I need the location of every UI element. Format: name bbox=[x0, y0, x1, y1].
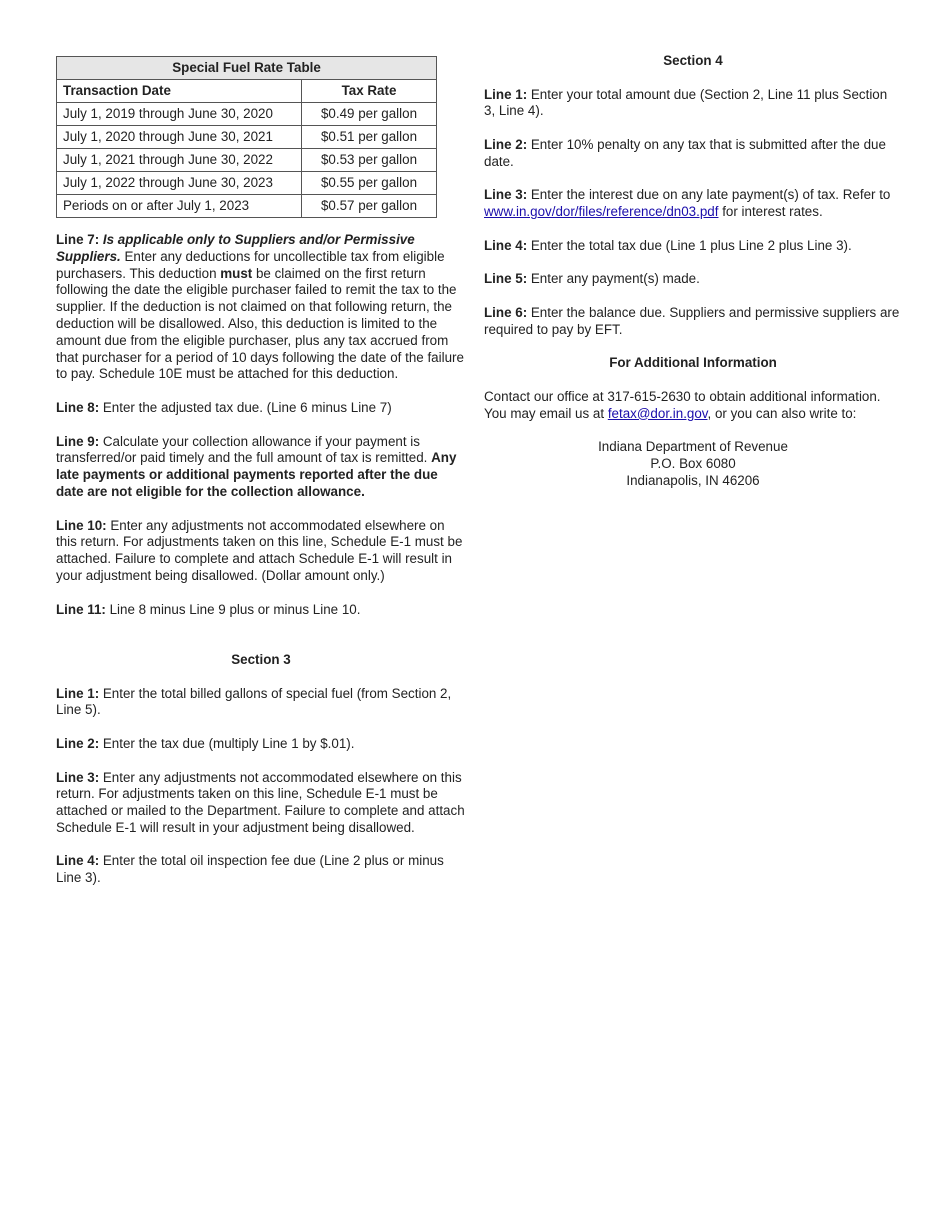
line-label: Line 7: bbox=[56, 232, 100, 247]
transaction-date-cell: July 1, 2021 through June 30, 2022 bbox=[57, 149, 302, 172]
section4-line3-paragraph bbox=[484, 187, 902, 221]
tax-rate-cell: $0.57 per gallon bbox=[302, 195, 437, 218]
line-label: Line 6: bbox=[484, 304, 528, 320]
additional-info-heading: For Additional Information bbox=[609, 355, 777, 371]
spacer bbox=[56, 635, 466, 652]
mailing-address-box: P.O. Box 6080 bbox=[650, 456, 736, 472]
table-title: Special Fuel Rate Table bbox=[57, 57, 437, 80]
line7-text-2: be claimed on the first return following the date the eligible purchaser failed to remit the tax to the supplier. If the deduction is not claimed on that following return, the deduction will be disallowed. Also, this deduction is limited to the amount due from the eligible purchaser, plus any tax accrued from that purchaser for a period of 10 days following the date of the failure to pay. Schedule 10E must be attached for this deduction. bbox=[56, 265, 464, 382]
tax-rate-cell: $0.49 per gallon bbox=[302, 103, 437, 126]
line-label: Line 2: bbox=[484, 136, 528, 152]
column-header-tax-rate: Tax Rate bbox=[302, 80, 437, 103]
line-label: Line 11: bbox=[56, 601, 106, 617]
transaction-date-cell: Periods on or after July 1, 2023 bbox=[57, 195, 302, 218]
contact-text-1: Contact our office at 317-615-2630 to obtain additional information. You may email us at bbox=[484, 388, 881, 421]
section4-line6-paragraph bbox=[484, 305, 902, 339]
section3-line3-paragraph bbox=[56, 770, 466, 837]
transaction-date-cell: July 1, 2020 through June 30, 2021 bbox=[57, 126, 302, 149]
column-header-transaction-date: Transaction Date bbox=[57, 80, 302, 103]
line-label: Line 4: bbox=[56, 853, 100, 869]
line-label: Line 2: bbox=[56, 735, 100, 751]
section4-line6-text: Enter the balance due. Suppliers and permissive suppliers are required to pay by EFT. bbox=[484, 304, 900, 337]
line11-paragraph bbox=[56, 602, 466, 619]
line-label: Line 1: bbox=[56, 685, 100, 701]
line-label: Line 8: bbox=[56, 399, 100, 415]
section4-line5-text: Enter any payment(s) made. bbox=[527, 271, 700, 287]
interest-rates-link[interactable]: www.in.gov/dor/files/reference/dn03.pdf bbox=[484, 204, 719, 220]
section4-line3-after: for interest rates. bbox=[718, 204, 823, 220]
line7-paragraph bbox=[56, 232, 466, 383]
line10-paragraph bbox=[56, 518, 466, 585]
section4-line5-paragraph bbox=[484, 271, 902, 288]
line7-emphasis: must bbox=[220, 265, 253, 281]
line11-text: Line 8 minus Line 9 plus or minus Line 10. bbox=[105, 601, 361, 617]
line-label: Line 5: bbox=[484, 271, 528, 287]
tax-rate-cell: $0.55 per gallon bbox=[302, 172, 437, 195]
line8-paragraph bbox=[56, 400, 466, 417]
section3-line1-paragraph bbox=[56, 686, 466, 720]
left-column bbox=[56, 56, 466, 904]
line-label: Line 10: bbox=[56, 517, 107, 533]
section4-line1-paragraph bbox=[484, 87, 902, 121]
table-row bbox=[57, 195, 437, 218]
section3-line1-text: Enter the total billed gallons of special fuel (from Section 2, Line 5). bbox=[56, 685, 452, 718]
line-label: Line 3: bbox=[484, 187, 528, 203]
line-label: Line 3: bbox=[56, 769, 100, 785]
section4-line4-text: Enter the total tax due (Line 1 plus Line 2 plus Line 3). bbox=[527, 237, 852, 253]
special-fuel-rate-table bbox=[56, 56, 437, 218]
line7-text-1: Enter any deductions for uncollectible tax from eligible purchasers. This deduction bbox=[56, 248, 445, 281]
tax-rate-cell: $0.53 per gallon bbox=[302, 149, 437, 172]
table-header-row bbox=[57, 80, 437, 103]
table-row bbox=[57, 126, 437, 149]
line9-paragraph bbox=[56, 434, 466, 501]
section3-line2-paragraph bbox=[56, 736, 466, 753]
table-row bbox=[57, 172, 437, 195]
table-row bbox=[57, 103, 437, 126]
table-row bbox=[57, 149, 437, 172]
section3-line2-text: Enter the tax due (multiply Line 1 by $.01). bbox=[99, 735, 355, 751]
transaction-date-cell: July 1, 2019 through June 30, 2020 bbox=[57, 103, 302, 126]
section3-line3-text: Enter any adjustments not accommodated elsewhere on this return. For adjustments taken on this line, Schedule E-1 must be attached or mailed to the Department. Failure to complete and attach Schedule E-1 will result in your adjustment being disallowed. bbox=[56, 769, 465, 835]
section4-line3-text: Enter the interest due on any late payment(s) of tax. Refer to bbox=[527, 187, 891, 203]
section4-line2-text: Enter 10% penalty on any tax that is submitted after the due date. bbox=[484, 136, 886, 169]
section4-line4-paragraph bbox=[484, 238, 902, 255]
section3-line4-paragraph bbox=[56, 853, 466, 887]
contact-text-2: , or you can also write to: bbox=[707, 405, 857, 421]
mailing-address-org: Indiana Department of Revenue bbox=[598, 439, 788, 455]
right-column bbox=[484, 53, 902, 490]
line-label: Line 1: bbox=[484, 86, 528, 102]
line-label: Line 9: bbox=[56, 433, 100, 449]
section4-heading: Section 4 bbox=[663, 53, 723, 68]
contact-paragraph bbox=[484, 389, 902, 423]
transaction-date-cell: July 1, 2022 through June 30, 2023 bbox=[57, 172, 302, 195]
section4-line2-paragraph bbox=[484, 137, 902, 171]
mailing-address-city: Indianapolis, IN 46206 bbox=[626, 472, 760, 488]
section4-line1-text: Enter your total amount due (Section 2, Line 11 plus Section 3, Line 4). bbox=[484, 86, 888, 119]
email-link[interactable]: fetax@dor.in.gov bbox=[607, 405, 708, 421]
line9-emphasis: Any late payments or additional payments reported after the due date are not eligible for the collection allowance. bbox=[56, 450, 457, 499]
section3-line4-text: Enter the total oil inspection fee due (Line 2 plus or minus Line 3). bbox=[56, 853, 444, 886]
section3-heading: Section 3 bbox=[231, 651, 291, 667]
line9-text: Calculate your collection allowance if your payment is transferred/or paid timely and the full amount of tax is remitted. bbox=[56, 433, 432, 466]
line8-text: Enter the adjusted tax due. (Line 6 minus Line 7) bbox=[99, 399, 392, 415]
line10-text: Enter any adjustments not accommodated elsewhere on this return. For adjustments taken on this line, Schedule E-1 must be attached. Failure to complete and attach Schedule E-1 will result in your adjustment being disallowed. (Dollar amount only.) bbox=[56, 517, 463, 583]
table-title-row bbox=[57, 57, 437, 80]
tax-rate-cell: $0.51 per gallon bbox=[302, 126, 437, 149]
line7-lead: Is applicable only to Suppliers and/or Permissive Suppliers. bbox=[56, 232, 415, 264]
line-label: Line 4: bbox=[484, 237, 528, 253]
